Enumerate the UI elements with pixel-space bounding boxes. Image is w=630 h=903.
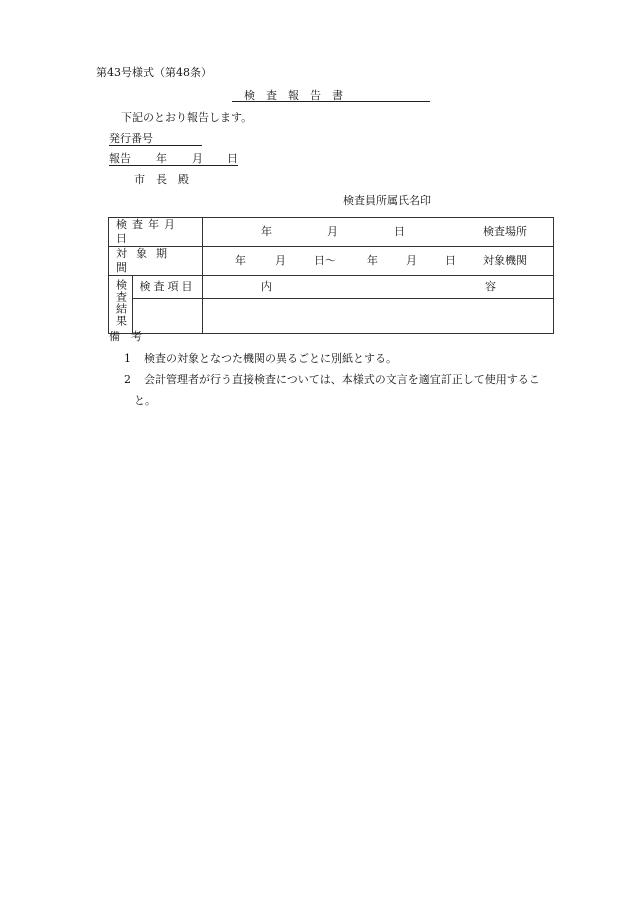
- items-input-cell[interactable]: [133, 299, 203, 334]
- inspection-month: 月: [327, 225, 338, 238]
- from-month: 月: [275, 254, 286, 267]
- from-day: 日〜: [314, 254, 336, 267]
- notes-heading: 備 考: [109, 330, 142, 343]
- content-right-label: 容: [485, 280, 496, 293]
- inspection-year: 年: [261, 225, 272, 238]
- to-day: 日: [445, 254, 456, 267]
- content-left-label: 内: [261, 280, 272, 293]
- content-input-cell[interactable]: [203, 299, 554, 334]
- inspection-place-label: 検査場所: [483, 225, 527, 238]
- items-label: 検査項目: [139, 280, 196, 293]
- items-label-cell: [133, 276, 203, 299]
- target-org-label: 対象機関: [483, 254, 527, 267]
- to-year: 年: [367, 254, 378, 267]
- inspector-label: 検査員所属氏名印: [343, 194, 431, 207]
- note-2-text: 会計管理者が行う直接検査については、本様式の文言を適宜訂正して使用するこ: [144, 373, 540, 386]
- title-text: 検 査 報 告 書: [244, 89, 343, 102]
- row-inspection-items: [109, 276, 554, 299]
- note-1-text: 検査の対象となつた機関の異るごとに別紙とする。: [144, 352, 397, 365]
- report-day: 日: [227, 152, 238, 165]
- inspection-date-label-cell: [109, 218, 203, 247]
- to-month: 月: [406, 254, 417, 267]
- row-result-body: [109, 299, 554, 334]
- inspection-day: 日: [394, 225, 405, 238]
- row-inspection-date: [109, 218, 554, 247]
- target-period-label: 対象期間: [116, 247, 176, 274]
- note-2-number: 2: [124, 373, 131, 386]
- form-number: 第43号様式（第48条）: [96, 66, 212, 79]
- report-label: 報告: [109, 152, 131, 165]
- target-period-label-cell: [109, 247, 203, 276]
- addressee: 市 長 殿: [134, 173, 189, 186]
- note-2-continuation: と。: [134, 394, 156, 407]
- target-period-cell[interactable]: [203, 247, 554, 276]
- intro-text: 下記のとおり報告します。: [121, 111, 253, 124]
- report-year: 年: [156, 152, 167, 165]
- title-underline: [232, 101, 430, 102]
- from-year: 年: [235, 254, 246, 267]
- result-label-cell: [109, 276, 133, 334]
- report-month: 月: [192, 152, 203, 165]
- inspection-table: [108, 217, 554, 334]
- report-date-line[interactable]: [109, 165, 238, 166]
- result-label: 検査結果: [114, 278, 128, 327]
- inspection-date-label: 検査年月日: [116, 218, 180, 245]
- content-header-cell: [203, 276, 554, 299]
- row-target-period: [109, 247, 554, 276]
- inspection-date-cell[interactable]: [203, 218, 554, 247]
- note-1-number: 1: [124, 352, 131, 365]
- issue-number-label: 発行番号: [109, 132, 153, 145]
- issue-number-line[interactable]: [109, 145, 202, 146]
